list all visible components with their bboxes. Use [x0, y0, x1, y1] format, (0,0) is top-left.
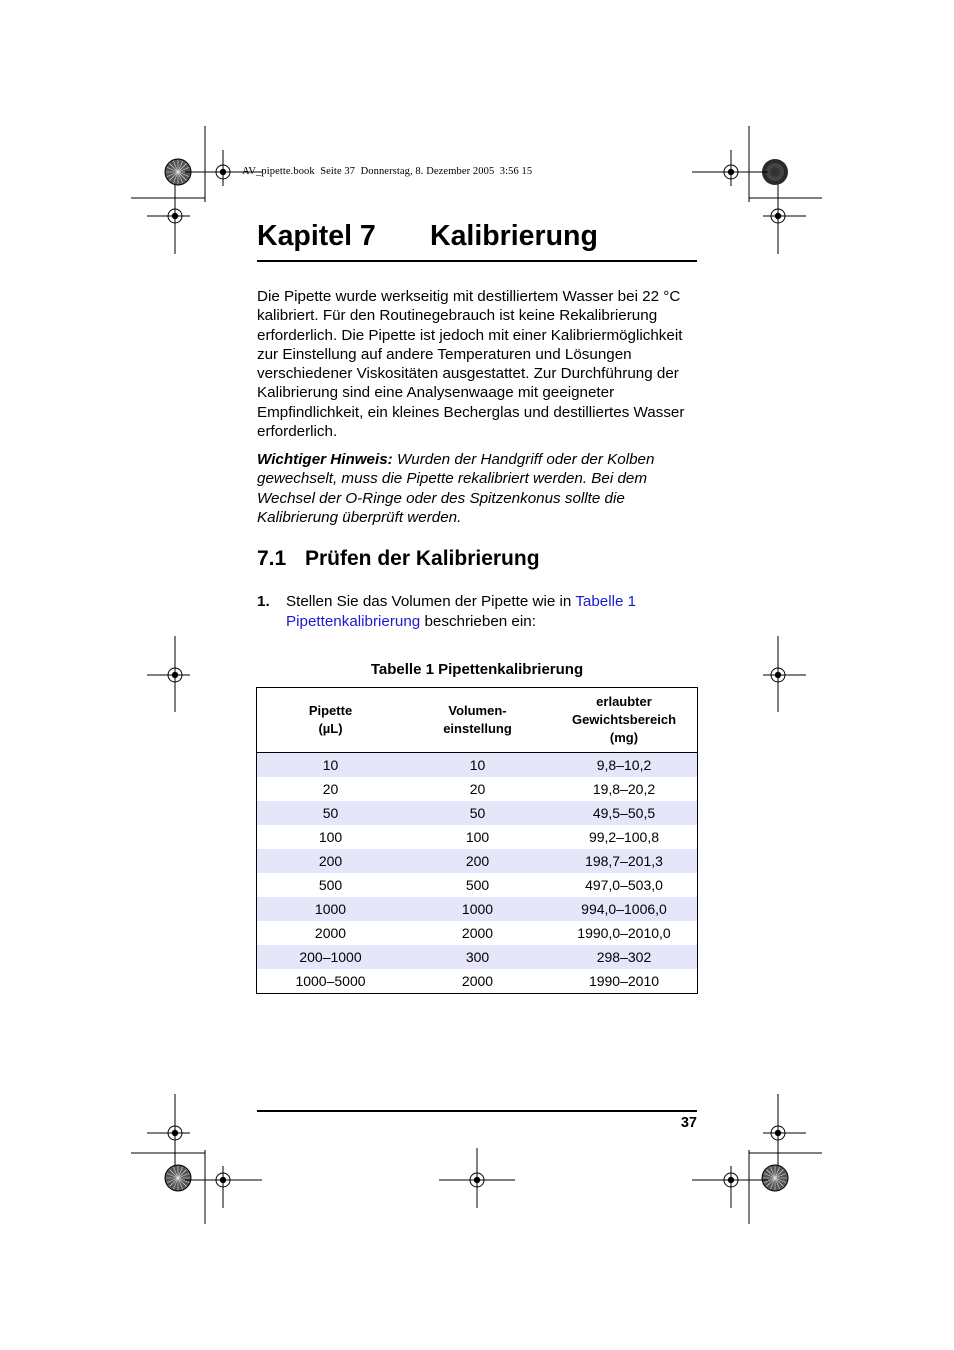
cell-volume: 2000 [461, 925, 494, 941]
cell-pipette: 500 [318, 877, 343, 893]
cell-range: 1990,0–2010,0 [577, 925, 671, 941]
table-row [257, 801, 697, 825]
cell-volume: 50 [469, 805, 486, 821]
step-number: 1. [257, 593, 270, 610]
cell-range: 99,2–100,8 [588, 829, 660, 845]
cell-volume: 100 [465, 829, 490, 845]
section-number: 7.1 [257, 547, 287, 570]
header-pipette: Pipette (µL) [308, 703, 353, 736]
table-row [257, 825, 697, 849]
table-header-row [257, 688, 697, 753]
cell-volume: 1000 [461, 901, 494, 917]
cell-pipette: 1000 [314, 901, 347, 917]
header-volume-setting: Volumen- einstellung [443, 703, 512, 736]
important-note [257, 450, 697, 527]
step-text [286, 592, 686, 631]
cell-pipette: 2000 [314, 925, 347, 941]
registration-rose-icon [762, 1165, 788, 1191]
cell-volume: 500 [465, 877, 490, 893]
note-text: Wurden der Handgriff oder der Kolben gewechselt, muss die Pipette rekalibriert werden. Bei dem Wechsel der O-Ringe oder des Spitzenkonus sollte die Kalibrierung überprüft werden. [257, 451, 655, 526]
chapter-divider [257, 260, 697, 262]
cell-pipette: 10 [322, 757, 339, 773]
cell-pipette: 20 [322, 781, 339, 797]
cell-range: 1990–2010 [588, 973, 660, 989]
cell-range: 497,0–503,0 [585, 877, 663, 893]
chapter-number: Kapitel 7 [257, 220, 376, 252]
header-weight-range: erlaubter Gewichtsbereich (mg) [571, 694, 677, 745]
cell-pipette: 1000–5000 [295, 973, 366, 989]
table-row [257, 969, 697, 993]
step-text-after: beschrieben ein: [420, 612, 536, 630]
table-row [257, 897, 697, 921]
cell-range: 49,5–50,5 [592, 805, 656, 821]
cell-pipette: 50 [322, 805, 339, 821]
cell-range: 298–302 [596, 949, 652, 965]
footer-divider [257, 1110, 697, 1112]
print-slug: AV_pipette.book Seite 37 Donnerstag, 8. Dezember 2005 3:56 15 [242, 166, 533, 177]
cell-range: 198,7–201,3 [585, 853, 663, 869]
cell-volume: 200 [465, 853, 490, 869]
section-heading [257, 543, 697, 575]
cell-volume: 2000 [461, 973, 494, 989]
table-row [257, 921, 697, 945]
cell-range: 9,8–10,2 [596, 757, 652, 773]
table-row [257, 849, 697, 873]
cell-range: 994,0–1006,0 [581, 901, 667, 917]
table-reference-link[interactable]: Tabelle 1 Pipettenkalibrierung [286, 593, 637, 630]
step-text-before: Stellen Sie das Volumen der Pipette wie in [286, 593, 576, 610]
cell-pipette: 100 [318, 829, 343, 845]
chapter-title: Kalibrierung [430, 220, 598, 252]
calibration-table [256, 687, 698, 994]
cell-pipette: 200–1000 [299, 949, 362, 965]
table-row [257, 777, 697, 801]
table-row [257, 753, 697, 777]
cell-volume: 10 [469, 757, 486, 773]
table-caption: Tabelle 1 Pipettenkalibrierung [370, 661, 584, 678]
cell-volume: 300 [465, 949, 490, 965]
section-title: Prüfen der Kalibrierung [305, 547, 540, 570]
intro-paragraph: Die Pipette wurde werkseitig mit destilliertem Wasser bei 22 °C kalibriert. Für den Routinegebrauch ist keine Rekalibrierung erforderlich. Die Pipette ist jedoch mit einer Kalibriermöglichkeit zur Einstellung auf andere Temperaturen und Lösungen verschiedener Viskositäten ausgestattet. Zur Durchführung der Kalibrierung sind eine Analysenwaage mit geeigneter Empfindlichkeit, ein kleines Becherglas und destilliertes Wasser erforderlich. [257, 288, 685, 441]
note-label: Wichtiger Hinweis: [257, 451, 393, 468]
page-number: 37 [680, 1115, 697, 1131]
registration-rose-icon [165, 1165, 191, 1191]
cell-pipette: 200 [318, 853, 343, 869]
table-row [257, 873, 697, 897]
cell-volume: 20 [469, 781, 486, 797]
table-row [257, 945, 697, 969]
cell-range: 19,8–20,2 [592, 781, 656, 797]
